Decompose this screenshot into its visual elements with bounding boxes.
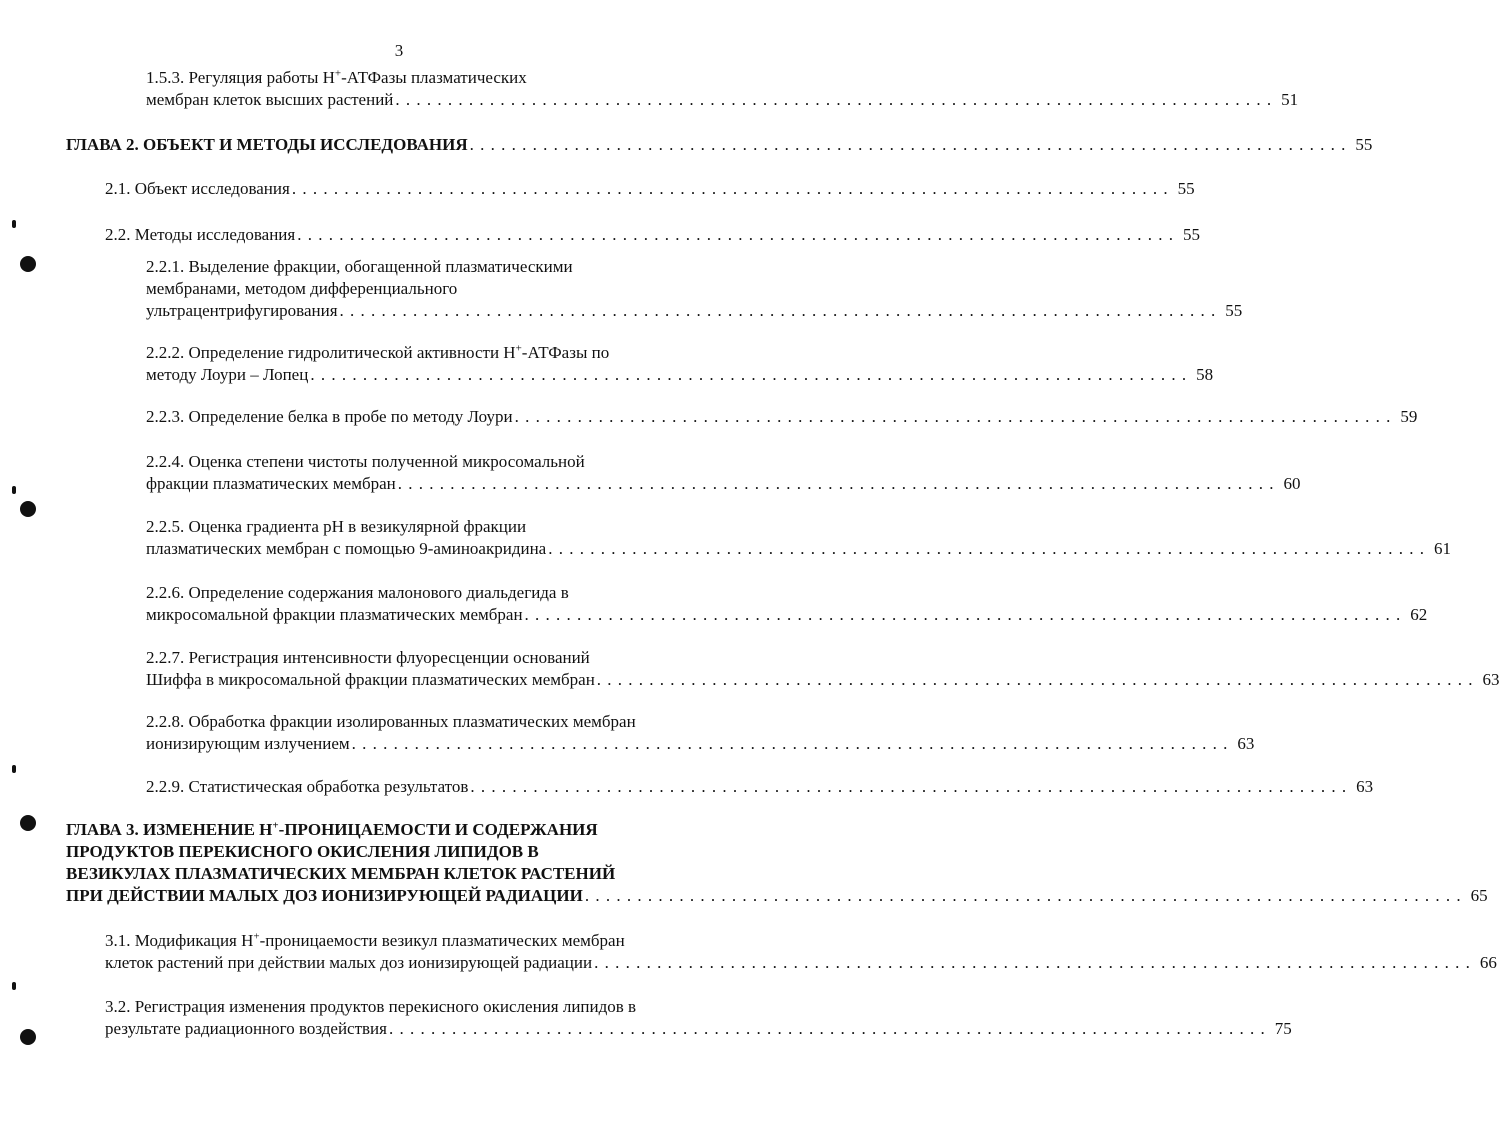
- toc-entry-line: 2.2.2. Определение гидролитической активности H+-АТФазы по: [146, 342, 610, 362]
- toc-chapter-3[interactable]: [66, 819, 1488, 907]
- dot-leader: . . . . . . . . . . . . . . . . . . . . . . . . . . . . . . . . . . . . . . . . . . . . . . . . . . . . . . . . . . . . . . . . . . . . . . . . . . . . . . . . . . . .: [339, 301, 1217, 320]
- toc-entry-line: 2.2.9. Статистическая обработка результатов . . . . . . . . . . . . . . . . . . . . . . . . . . . . . . . . . . . . . . . . . . . . . . . . . . . . . . . . . . . . . . . . . . . . . . . . . . . . . . . . . . . . 63: [146, 777, 1374, 796]
- toc-page-number: 63: [1482, 670, 1500, 689]
- dot-leader: . . . . . . . . . . . . . . . . . . . . . . . . . . . . . . . . . . . . . . . . . . . . . . . . . . . . . . . . . . . . . . . . . . . . . . . . . . . . . . . . . . . .: [548, 539, 1425, 558]
- toc-entry-line: плазматических мембран с помощью 9-аминоакридина . . . . . . . . . . . . . . . . . . . . . . . . . . . . . . . . . . . . . . . . . . . . . . . . . . . . . . . . . . . . . . . . . . . . . . . . . . . . . . . . . . . . 61: [146, 539, 1451, 558]
- toc-entry-line: мембранами, методом дифференциального: [146, 279, 458, 298]
- scan-mark: [12, 982, 16, 990]
- toc-entry-line: 2.2.6. Определение содержания малонового диальдегида в: [146, 583, 569, 602]
- toc-page-number: 55: [1177, 179, 1195, 198]
- dot-leader: . . . . . . . . . . . . . . . . . . . . . . . . . . . . . . . . . . . . . . . . . . . . . . . . . . . . . . . . . . . . . . . . . . . . . . . . . . . . . . . . . . . .: [469, 135, 1347, 154]
- dot-leader: . . . . . . . . . . . . . . . . . . . . . . . . . . . . . . . . . . . . . . . . . . . . . . . . . . . . . . . . . . . . . . . . . . . . . . . . . . . . . . . . . . . .: [584, 886, 1462, 905]
- toc-entry-line: ультрацентрифугирования . . . . . . . . . . . . . . . . . . . . . . . . . . . . . . . . . . . . . . . . . . . . . . . . . . . . . . . . . . . . . . . . . . . . . . . . . . . . . . . . . . . . 55: [146, 301, 1243, 320]
- toc-entry-2-2-8[interactable]: [146, 711, 1255, 755]
- toc-entry-1-5-3[interactable]: [146, 67, 1299, 111]
- toc-entry-line: ионизирующим излучением . . . . . . . . . . . . . . . . . . . . . . . . . . . . . . . . . . . . . . . . . . . . . . . . . . . . . . . . . . . . . . . . . . . . . . . . . . . . . . . . . . . . 63: [146, 734, 1255, 753]
- toc-entry-2-2-2[interactable]: [146, 342, 1214, 386]
- toc-entry-line: ГЛАВА 3. ИЗМЕНЕНИЕ H+-ПРОНИЦАЕМОСТИ И СОДЕРЖАНИЯ: [66, 819, 598, 839]
- binder-hole: [20, 256, 36, 272]
- binder-hole: [20, 1029, 36, 1045]
- binder-hole: [20, 501, 36, 517]
- scan-mark: [12, 486, 16, 494]
- toc-entry-2-2-4[interactable]: [146, 451, 1301, 495]
- toc-entry-line: 2.2.1. Выделение фракции, обогащенной плазматическими: [146, 257, 573, 276]
- binder-hole: [20, 815, 36, 831]
- toc-entry-3-2[interactable]: [105, 996, 1292, 1040]
- dot-leader: . . . . . . . . . . . . . . . . . . . . . . . . . . . . . . . . . . . . . . . . . . . . . . . . . . . . . . . . . . . . . . . . . . . . . . . . . . . . . . . . . . . .: [310, 365, 1188, 384]
- scan-mark: [12, 220, 16, 228]
- toc-page-number: 63: [1356, 777, 1374, 796]
- scan-mark: [12, 765, 16, 773]
- dot-leader: . . . . . . . . . . . . . . . . . . . . . . . . . . . . . . . . . . . . . . . . . . . . . . . . . . . . . . . . . . . . . . . . . . . . . . . . . . . . . . . . . . . .: [594, 953, 1471, 972]
- dot-leader: . . . . . . . . . . . . . . . . . . . . . . . . . . . . . . . . . . . . . . . . . . . . . . . . . . . . . . . . . . . . . . . . . . . . . . . . . . . . . . . . . . . .: [291, 179, 1169, 198]
- toc-entry-line: 2.2.3. Определение белка в пробе по методу Лоури . . . . . . . . . . . . . . . . . . . . . . . . . . . . . . . . . . . . . . . . . . . . . . . . . . . . . . . . . . . . . . . . . . . . . . . . . . . . . . . . . . . . 59: [146, 407, 1418, 426]
- toc-entry-2-2-6[interactable]: [146, 582, 1428, 626]
- toc-entry-2-2-3[interactable]: [146, 406, 1418, 428]
- toc-entry-line: 1.5.3. Регуляция работы H+-АТФазы плазматических: [146, 67, 527, 87]
- toc-chapter-2[interactable]: [66, 134, 1373, 156]
- toc-page-number: 63: [1237, 734, 1255, 753]
- toc-entry-line: мембран клеток высших растений . . . . . . . . . . . . . . . . . . . . . . . . . . . . . . . . . . . . . . . . . . . . . . . . . . . . . . . . . . . . . . . . . . . . . . . . . . . . . . . . . . . . 51: [146, 90, 1299, 109]
- toc-page-number: 60: [1283, 474, 1301, 493]
- toc-entry-line: Шиффа в микросомальной фракции плазматических мембран . . . . . . . . . . . . . . . . . . . . . . . . . . . . . . . . . . . . . . . . . . . . . . . . . . . . . . . . . . . . . . . . . . . . . . . . . . . . . . . . . . . . 63: [146, 670, 1500, 689]
- dot-leader: . . . . . . . . . . . . . . . . . . . . . . . . . . . . . . . . . . . . . . . . . . . . . . . . . . . . . . . . . . . . . . . . . . . . . . . . . . . . . . . . . . . .: [395, 90, 1273, 109]
- toc-page-number: 66: [1479, 953, 1497, 972]
- toc-page-number: 55: [1225, 301, 1243, 320]
- toc-entry-line: 2.2.4. Оценка степени чистоты полученной микросомальной: [146, 452, 585, 471]
- toc-page-number: 58: [1196, 365, 1214, 384]
- dot-leader: . . . . . . . . . . . . . . . . . . . . . . . . . . . . . . . . . . . . . . . . . . . . . . . . . . . . . . . . . . . . . . . . . . . . . . . . . . . . . . . . . . . .: [524, 605, 1402, 624]
- toc-entry-line: ПРИ ДЕЙСТВИИ МАЛЫХ ДОЗ ИОНИЗИРУЮЩЕЙ РАДИАЦИИ . . . . . . . . . . . . . . . . . . . . . . . . . . . . . . . . . . . . . . . . . . . . . . . . . . . . . . . . . . . . . . . . . . . . . . . . . . . . . . . . . . . . 65: [66, 886, 1488, 905]
- toc-entry-line: ВЕЗИКУЛАХ ПЛАЗМАТИЧЕСКИХ МЕМБРАН КЛЕТОК РАСТЕНИЙ: [66, 864, 616, 883]
- toc-entry-2-2-9[interactable]: [146, 776, 1374, 798]
- toc-page-number: 65: [1470, 886, 1488, 905]
- toc-entry-line: ГЛАВА 2. ОБЪЕКТ И МЕТОДЫ ИССЛЕДОВАНИЯ . . . . . . . . . . . . . . . . . . . . . . . . . . . . . . . . . . . . . . . . . . . . . . . . . . . . . . . . . . . . . . . . . . . . . . . . . . . . . . . . . . . . 55: [66, 135, 1373, 154]
- toc-entry-line: 2.2.8. Обработка фракции изолированных плазматических мембран: [146, 712, 636, 731]
- dot-leader: . . . . . . . . . . . . . . . . . . . . . . . . . . . . . . . . . . . . . . . . . . . . . . . . . . . . . . . . . . . . . . . . . . . . . . . . . . . . . . . . . . . .: [514, 407, 1392, 426]
- toc-page-number: 55: [1182, 225, 1200, 244]
- dot-leader: . . . . . . . . . . . . . . . . . . . . . . . . . . . . . . . . . . . . . . . . . . . . . . . . . . . . . . . . . . . . . . . . . . . . . . . . . . . . . . . . . . . .: [351, 734, 1229, 753]
- toc-entry-2-2-7[interactable]: [146, 647, 1500, 691]
- toc-entry-2-2[interactable]: [105, 224, 1200, 246]
- toc-entry-line: 3.2. Регистрация изменения продуктов перекисного окисления липидов в: [105, 997, 637, 1016]
- toc-entry-2-1[interactable]: [105, 178, 1195, 200]
- toc-page-number: 75: [1274, 1019, 1292, 1038]
- toc-page-number: 61: [1433, 539, 1451, 558]
- toc-page-number: 62: [1410, 605, 1428, 624]
- toc-entry-2-2-1[interactable]: [146, 256, 1243, 322]
- toc-entry-line: 2.1. Объект исследования . . . . . . . . . . . . . . . . . . . . . . . . . . . . . . . . . . . . . . . . . . . . . . . . . . . . . . . . . . . . . . . . . . . . . . . . . . . . . . . . . . . . 55: [105, 179, 1195, 198]
- dot-leader: . . . . . . . . . . . . . . . . . . . . . . . . . . . . . . . . . . . . . . . . . . . . . . . . . . . . . . . . . . . . . . . . . . . . . . . . . . . . . . . . . . . .: [397, 474, 1275, 493]
- toc-entry-line: 2.2.5. Оценка градиента pH в везикулярной фракции: [146, 517, 527, 536]
- toc-entry-line: 3.1. Модификация H+-проницаемости везикул плазматических мембран: [105, 930, 625, 950]
- dot-leader: . . . . . . . . . . . . . . . . . . . . . . . . . . . . . . . . . . . . . . . . . . . . . . . . . . . . . . . . . . . . . . . . . . . . . . . . . . . . . . . . . . . .: [596, 670, 1474, 689]
- toc-entry-line: 2.2.7. Регистрация интенсивности флуоресценции оснований: [146, 648, 590, 667]
- dot-leader: . . . . . . . . . . . . . . . . . . . . . . . . . . . . . . . . . . . . . . . . . . . . . . . . . . . . . . . . . . . . . . . . . . . . . . . . . . . . . . . . . . . .: [297, 225, 1174, 244]
- toc-entry-line: клеток растений при действии малых доз ионизирующей радиации . . . . . . . . . . . . . . . . . . . . . . . . . . . . . . . . . . . . . . . . . . . . . . . . . . . . . . . . . . . . . . . . . . . . . . . . . . . . . . . . . . . . 66: [105, 953, 1497, 972]
- toc-entry-2-2-5[interactable]: [146, 516, 1451, 560]
- toc-entry-line: результате радиационного воздействия . . . . . . . . . . . . . . . . . . . . . . . . . . . . . . . . . . . . . . . . . . . . . . . . . . . . . . . . . . . . . . . . . . . . . . . . . . . . . . . . . . . . 75: [105, 1019, 1292, 1038]
- toc-entry-line: 2.2. Методы исследования . . . . . . . . . . . . . . . . . . . . . . . . . . . . . . . . . . . . . . . . . . . . . . . . . . . . . . . . . . . . . . . . . . . . . . . . . . . . . . . . . . . . 55: [105, 225, 1200, 244]
- page-number: 3: [394, 41, 404, 60]
- toc-entry-line: методу Лоури – Лопец . . . . . . . . . . . . . . . . . . . . . . . . . . . . . . . . . . . . . . . . . . . . . . . . . . . . . . . . . . . . . . . . . . . . . . . . . . . . . . . . . . . . 58: [146, 365, 1214, 384]
- toc-entry-line: фракции плазматических мембран . . . . . . . . . . . . . . . . . . . . . . . . . . . . . . . . . . . . . . . . . . . . . . . . . . . . . . . . . . . . . . . . . . . . . . . . . . . . . . . . . . . . 60: [146, 474, 1301, 493]
- toc-page-number: 55: [1355, 135, 1373, 154]
- toc-entry-line: ПРОДУКТОВ ПЕРЕКИСНОГО ОКИСЛЕНИЯ ЛИПИДОВ В: [66, 842, 539, 861]
- dot-leader: . . . . . . . . . . . . . . . . . . . . . . . . . . . . . . . . . . . . . . . . . . . . . . . . . . . . . . . . . . . . . . . . . . . . . . . . . . . . . . . . . . . .: [470, 777, 1348, 796]
- toc-entry-line: микросомальной фракции плазматических мембран . . . . . . . . . . . . . . . . . . . . . . . . . . . . . . . . . . . . . . . . . . . . . . . . . . . . . . . . . . . . . . . . . . . . . . . . . . . . . . . . . . . . 62: [146, 605, 1428, 624]
- dot-leader: . . . . . . . . . . . . . . . . . . . . . . . . . . . . . . . . . . . . . . . . . . . . . . . . . . . . . . . . . . . . . . . . . . . . . . . . . . . . . . . . . . . .: [388, 1019, 1266, 1038]
- toc-page-number: 51: [1281, 90, 1299, 109]
- toc-page-number: 59: [1400, 407, 1418, 426]
- toc-entry-3-1[interactable]: [105, 930, 1497, 974]
